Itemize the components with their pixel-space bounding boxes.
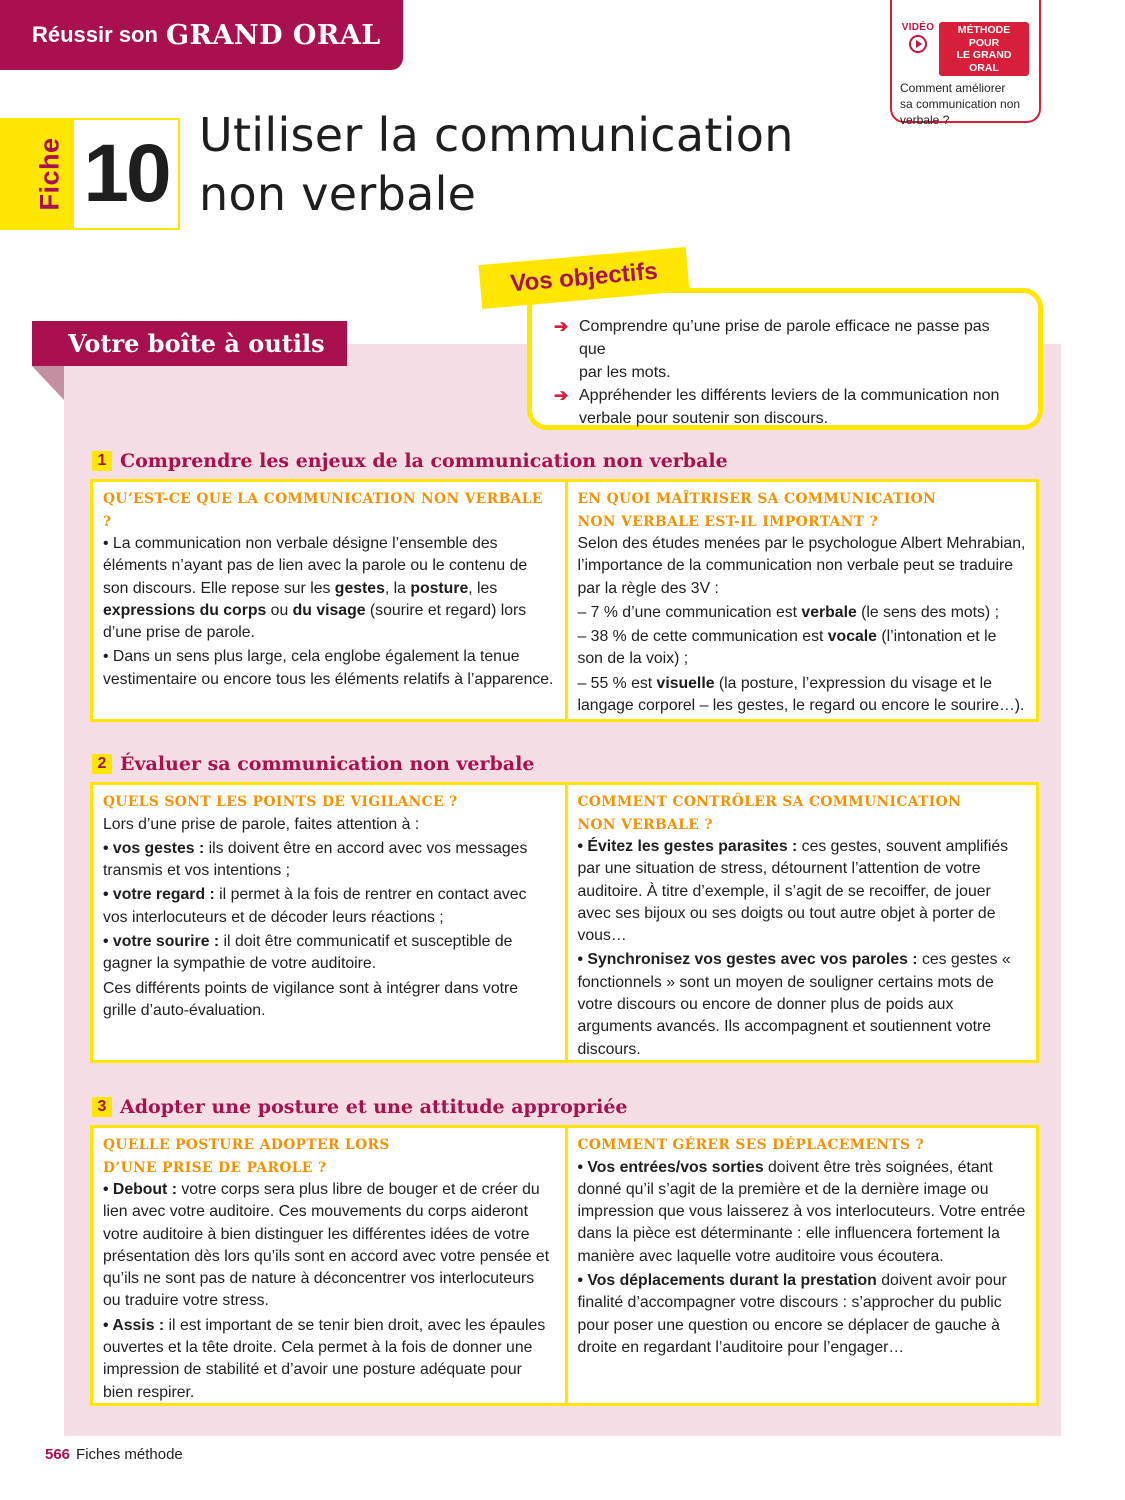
paragraph: [103, 533, 555, 644]
section-2-left: [93, 785, 565, 1060]
bold-term: gestes: [334, 579, 385, 597]
heading-line: QUELLE POSTURE ADOPTER LORS: [103, 1137, 390, 1153]
video-label: VIDÉO: [901, 22, 935, 33]
section-number: 2: [92, 754, 112, 774]
section-3-header: [92, 1096, 628, 1118]
bold-term: • vos gestes :: [103, 839, 205, 857]
section-2-right: [565, 785, 1037, 1060]
paragraph: [103, 838, 555, 883]
column-heading: [103, 1134, 555, 1179]
text: doivent avoir pour finalité d’accompagner votre discours : s’approcher du public pour poser une question ou encore se déplacer de gauche à droite en regardant l’auditoire pour l’engager…: [577, 1271, 1007, 1356]
paragraph: Lors d’une prise de parole, faites attention à :: [103, 815, 420, 833]
footer-label: Fiches méthode: [76, 1446, 183, 1463]
section-number: 1: [92, 451, 112, 471]
bold-term: • Vos déplacements durant la prestation: [577, 1271, 877, 1289]
section-number: 3: [92, 1097, 112, 1117]
bold-term: • Évitez les gestes parasites :: [577, 838, 798, 855]
video-desc-line: verbale ?: [900, 113, 950, 127]
text: ces gestes « fonctionnels » sont un moyen de souligner certains mots de votre discours ou encore de donner plus de poids aux arguments avancés. Ils accompagnent et soutiennent votre discours.: [577, 951, 1011, 1058]
text: (sourire et regard) lors d’une prise de parole.: [103, 601, 527, 642]
paragraph: [578, 949, 1027, 1060]
title-line: Utiliser la communication: [199, 108, 794, 162]
column-heading: QUELS SONT LES POINTS DE VIGILANCE ?: [103, 794, 458, 810]
section-2-grid: [90, 782, 1039, 1063]
toolbox-title: Votre boîte à outils: [32, 321, 347, 366]
text: ces gestes, souvent amplifiés par une situation de stress, détournent l’attention de votre auditoire. À titre d’exemple, il s’agit de se recoiffer, de jouer avec ses bijoux ou ses doigts ou tout autre objet à porter de vous…: [577, 838, 1009, 945]
bold-term: • Vos entrées/vos sorties: [577, 1158, 764, 1176]
text: ils doivent être en accord avec vos messages transmis et vos intentions ;: [103, 839, 528, 880]
bold-term: posture: [410, 579, 469, 597]
column-heading: [578, 791, 1027, 836]
section-title: Évaluer sa communication non verbale: [120, 753, 535, 775]
paragraph: [578, 836, 1027, 947]
title-line: non verbale: [199, 167, 477, 221]
text: , la: [384, 579, 411, 597]
bold-term: • Assis :: [103, 1316, 165, 1334]
section-3-grid: [90, 1125, 1039, 1406]
text: – 55 % est: [577, 674, 657, 692]
arrow-right-icon: ➔: [554, 317, 569, 336]
paragraph: [103, 1315, 555, 1404]
video-tag-line: LE GRAND ORAL: [956, 49, 1012, 74]
page-number: 566: [45, 1446, 71, 1463]
paragraph: [103, 884, 555, 929]
video-desc-line: sa communication non: [900, 97, 1021, 111]
paragraph: [578, 626, 1027, 671]
video-desc-line: Comment améliorer: [900, 81, 1006, 95]
section-1-right: [565, 482, 1037, 719]
banner-text-strong: GRAND ORAL: [165, 19, 381, 51]
section-1-grid: [90, 479, 1039, 722]
text: doivent être très soignées, étant donné qu’il s’agit de la première et de la dernière image ou impression que vous laisserez à vos interlocuteurs. Votre entrée dans la pièce est déterminante : elle influencera fortement la manière avec laquelle votre auditoire vous écoutera.: [577, 1158, 1026, 1265]
bold-term: • votre regard :: [103, 886, 215, 904]
objectives-tab: Vos objectifs: [478, 247, 689, 309]
objective-line: Appréhender les différents leviers de la communication non: [579, 387, 1000, 404]
section-3-left: [93, 1128, 565, 1403]
section-title: Comprendre les enjeux de la communication non verbale: [120, 450, 728, 472]
heading-line: COMMENT CONTRÔLER SA COMMUNICATION: [577, 794, 962, 810]
page-footer: [45, 1446, 183, 1463]
text: (le sens des mots) ;: [856, 603, 999, 621]
text: – 38 % de cette communication est: [577, 628, 828, 646]
play-icon[interactable]: [909, 35, 927, 53]
paragraph: Selon des études menées par le psychologue Albert Mehrabian, l’importance de la communication non verbale peut se traduire par la règle des 3V :: [577, 535, 1026, 597]
section-1-left: [93, 482, 565, 719]
text: (la posture, l’expression du visage et le langage corporel – les gestes, le regard ou encore le sourire…).: [577, 674, 1025, 715]
objective-item: [554, 315, 1018, 384]
section-3-right: [565, 1128, 1037, 1403]
text: – 7 % d’une communication est: [577, 603, 802, 621]
text: ou: [266, 601, 293, 619]
fiche-word: Fiche: [34, 137, 65, 211]
heading-line: NON VERBALE EST-IL IMPORTANT ?: [577, 513, 879, 530]
text: il doit être communicatif et susceptible de gagner la sympathie de votre auditoire.: [103, 932, 513, 973]
objectives-box: [527, 288, 1043, 430]
objective-line: Comprendre qu’une prise de parole efficace ne passe pas que: [579, 318, 990, 358]
column-heading: QU’EST-CE QUE LA COMMUNICATION NON VERBALE ?: [103, 491, 543, 530]
heading-line: D’UNE PRISE DE PAROLE ?: [103, 1159, 327, 1176]
video-tag-line: MÉTHODE POUR: [957, 24, 1011, 49]
text: (l’intonation et le son de la voix) ;: [577, 628, 997, 668]
bold-term: verbale: [801, 603, 857, 621]
bold-term: vocale: [827, 628, 877, 646]
objective-line: par les mots.: [579, 364, 671, 381]
text: il permet à la fois de rentrer en contact avec vos interlocuteurs et de décoder leurs réactions ;: [103, 886, 527, 926]
video-callout[interactable]: [890, 0, 1041, 127]
paragraph: [103, 1179, 555, 1313]
bold-term: expressions du corps: [103, 601, 267, 619]
section-2-header: [92, 753, 534, 775]
fiche-number: 10: [72, 118, 180, 230]
objective-line: verbale pour soutenir son discours.: [579, 410, 829, 427]
section-title: Adopter une posture et une attitude appropriée: [120, 1096, 628, 1118]
paragraph: • Dans un sens plus large, cela englobe également la tenue vestimentaire ou encore tous les éléments relatifs à l’apparence.: [103, 648, 554, 688]
video-tag: [939, 22, 1029, 76]
heading-line: NON VERBALE ?: [577, 816, 713, 833]
text: , les: [468, 579, 498, 597]
text: votre corps sera plus libre de bouger et de créer du lien avec votre auditoire. Ces mouvements du corps aideront votre auditoire à bien distinguer les différentes idées de votre présentation dès lors qu’ils sont en accord avec votre pensée et qu’ils ne sont pas de nature à déconcentrer vos interlocuteurs ou traduire votre stress.: [103, 1181, 550, 1310]
banner-text-light: Réussir son: [32, 22, 158, 47]
arrow-right-icon: ➔: [554, 386, 569, 405]
toolbox-banner-fold: [32, 366, 64, 400]
column-heading: COMMENT GÉRER SES DÉPLACEMENTS ?: [577, 1137, 925, 1153]
column-heading: [578, 488, 1027, 533]
text: il est important de se tenir bien droit, avec les épaules ouvertes et la tête droite. Cela permet à la fois de donner une impression de stabilité et d’avoir une posture adéquate pour bien respirer.: [103, 1316, 546, 1401]
paragraph: Ces différents points de vigilance sont à intégrer dans votre grille d’auto-évaluation.: [103, 979, 519, 1019]
bold-term: visuelle: [656, 674, 715, 692]
page-title: [199, 106, 794, 224]
bold-term: • votre sourire :: [103, 932, 220, 950]
paragraph: [578, 1157, 1027, 1268]
paragraph: [578, 602, 1027, 624]
bold-term: du visage: [292, 601, 366, 619]
paragraph: [578, 1270, 1027, 1359]
video-description: [900, 80, 1033, 128]
heading-line: EN QUOI MAÎTRISER SA COMMUNICATION: [577, 491, 937, 507]
header-banner: [0, 0, 403, 70]
bold-term: • Debout :: [103, 1181, 177, 1198]
paragraph: [578, 673, 1027, 718]
bold-term: • Synchronisez vos gestes avec vos paroles :: [577, 951, 918, 969]
objective-item: [554, 384, 1018, 430]
text: • La communication non verbale désigne l’ensemble des éléments n’ayant pas de lien avec la parole ou le contenu de son discours. Elle repose sur les: [103, 535, 528, 597]
section-1-header: [92, 450, 728, 472]
paragraph: [103, 931, 555, 976]
